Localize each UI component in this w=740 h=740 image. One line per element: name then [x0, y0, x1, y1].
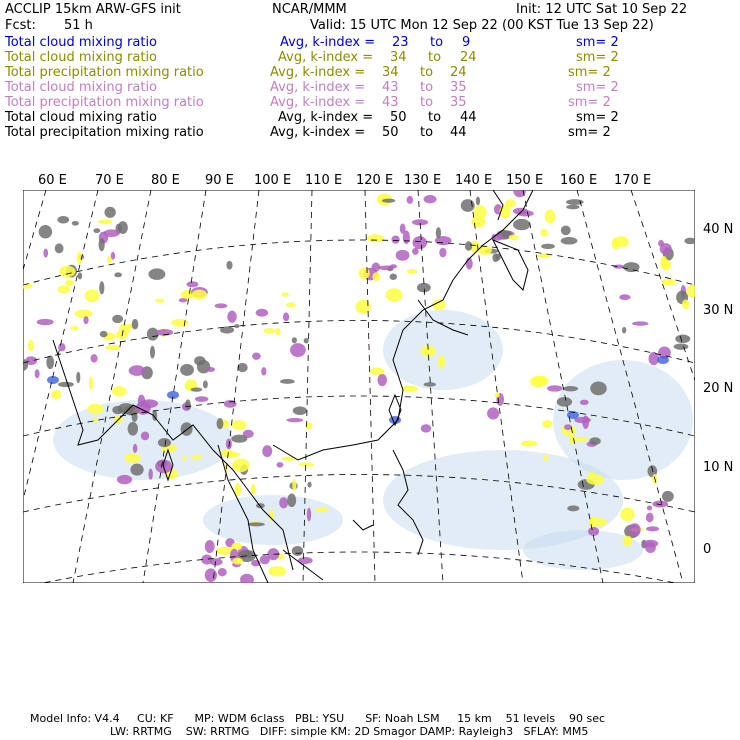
cloud-patch — [308, 482, 312, 488]
map-panel — [23, 190, 695, 583]
cloud-patch — [386, 288, 403, 301]
cloud-patch — [567, 505, 579, 511]
field-k-to: 35 — [450, 80, 467, 95]
cloud-patch — [103, 229, 119, 237]
cloud-patch — [478, 246, 492, 255]
cloud-patch — [614, 236, 629, 248]
cloud-patch — [379, 265, 395, 270]
cloud-patch — [150, 346, 155, 359]
cloud-patch — [191, 455, 203, 459]
cloud-patch — [557, 397, 572, 407]
cloud-patch — [662, 259, 671, 270]
cloud-patch — [65, 280, 74, 286]
cloud-patch — [390, 274, 398, 280]
cloud-patch — [391, 235, 399, 243]
cloud-patch — [359, 268, 370, 280]
field-to-word: to — [430, 35, 444, 50]
lat-label: 40 N — [703, 222, 734, 237]
cloud-patch — [256, 309, 269, 317]
cloud-patch — [436, 227, 441, 238]
field-k-from: 50 — [382, 125, 399, 140]
lon-label: 160 E — [560, 173, 598, 188]
cloud-patch — [657, 356, 669, 364]
cloud-patch — [476, 197, 480, 206]
cloud-patch — [540, 229, 547, 237]
lon-label: 110 E — [305, 173, 343, 188]
field-k-to: 24 — [460, 50, 477, 65]
cloud-patch — [87, 404, 104, 414]
field-smoothing: sm= 2 — [576, 35, 619, 50]
cloud-patch — [647, 505, 652, 510]
cloud-patch — [293, 406, 307, 415]
cloud-patch — [141, 432, 149, 441]
cloud-patch — [130, 464, 143, 476]
cloud-patch — [78, 272, 83, 279]
cloud-patch — [251, 484, 256, 495]
cloud-patch — [205, 568, 217, 582]
cloud-patch — [407, 196, 414, 204]
field-name: Total precipitation mixing ratio — [5, 65, 204, 80]
field-name: Total cloud mixing ratio — [5, 80, 158, 95]
lon-label: 150 E — [506, 173, 544, 188]
cloud-patch — [474, 205, 487, 219]
cloud-patch — [203, 380, 208, 388]
field-smoothing: sm= 2 — [576, 50, 619, 65]
cloud-patch — [292, 337, 297, 343]
cloud-patch — [90, 354, 97, 363]
field-k-from: 34 — [382, 65, 399, 80]
cloud-patch — [232, 459, 249, 473]
lon-label: 70 E — [95, 173, 124, 188]
lat-label: 10 N — [703, 460, 734, 475]
field-k-from: 43 — [382, 80, 399, 95]
cloud-patch — [662, 491, 674, 502]
field-name: Total precipitation mixing ratio — [5, 125, 204, 140]
field-avg-label: Avg, k-index = — [280, 35, 376, 50]
cloud-patch — [237, 363, 247, 372]
lat-label: 20 N — [703, 381, 734, 396]
cloud-patch — [369, 368, 384, 375]
field-k-from: 23 — [392, 35, 409, 50]
cloud-patch — [382, 199, 395, 203]
field-k-to: 44 — [450, 125, 467, 140]
field-smoothing: sm= 2 — [576, 80, 619, 95]
cloud-patch — [622, 327, 626, 334]
cloud-patch — [39, 225, 52, 238]
lon-label: 60 E — [38, 173, 67, 188]
cloud-patch — [292, 546, 303, 556]
light-cloud-area — [553, 360, 693, 480]
cloud-patch — [119, 324, 131, 335]
cloud-patch — [279, 497, 288, 508]
cloud-patch — [403, 231, 410, 244]
cloud-patch — [76, 372, 80, 384]
cloud-patch — [234, 324, 239, 328]
cloud-patch — [646, 526, 659, 531]
field-name: Total cloud mixing ratio — [5, 110, 158, 125]
cloud-patch — [215, 303, 228, 308]
cloud-patch — [104, 207, 115, 218]
cloud-patch — [155, 298, 164, 302]
cloud-patch — [46, 356, 54, 370]
cloud-patch — [580, 400, 589, 405]
lon-label: 120 E — [356, 173, 394, 188]
field-avg-label: Avg, k-index = — [270, 95, 366, 110]
valid-time: Valid: 15 UTC Mon 12 Sep 22 (00 KST Tue 13 Sep 22) — [310, 18, 654, 33]
cloud-patch — [89, 377, 93, 391]
lon-label: 100 E — [254, 173, 292, 188]
cloud-patch — [141, 399, 158, 408]
cloud-patch — [281, 292, 288, 297]
cloud-patch — [461, 199, 475, 212]
cloud-patch — [424, 382, 436, 386]
cloud-patch — [93, 228, 100, 233]
cloud-patch — [412, 236, 427, 249]
cloud-patch — [275, 328, 281, 335]
cloud-patch — [268, 566, 286, 576]
field-to-word: to — [420, 125, 434, 140]
cloud-patch — [191, 388, 203, 392]
cloud-patch — [590, 381, 607, 395]
cloud-patch — [542, 420, 553, 428]
field-smoothing: sm= 2 — [576, 110, 619, 125]
cloud-patch — [439, 248, 446, 258]
cloud-patch — [51, 390, 61, 400]
cloud-patch — [543, 455, 549, 461]
cloud-patch — [248, 522, 265, 526]
cloud-patch — [533, 376, 549, 386]
cloud-patch — [231, 420, 246, 430]
cloud-patch — [377, 374, 387, 386]
cloud-patch — [290, 343, 306, 357]
cloud-patch — [396, 250, 410, 261]
cloud-patch — [582, 416, 589, 429]
cloud-patch — [304, 338, 309, 343]
field-to-word: to — [420, 80, 434, 95]
cloud-patch — [107, 256, 111, 263]
cloud-patch — [564, 424, 572, 430]
cloud-patch — [492, 253, 498, 262]
cloud-patch — [566, 205, 579, 210]
cloud-patch — [158, 438, 171, 447]
cloud-patch — [112, 406, 123, 414]
cloud-patch — [252, 352, 261, 359]
cloud-patch — [132, 319, 139, 330]
cloud-patch — [561, 237, 578, 244]
cloud-patch — [205, 540, 215, 553]
light-cloud-area — [523, 530, 643, 570]
cloud-patch — [283, 312, 289, 321]
lon-label: 130 E — [404, 173, 442, 188]
cloud-patch — [128, 422, 138, 436]
cloud-patch — [619, 294, 630, 300]
cloud-patch — [55, 243, 64, 253]
cloud-patch — [589, 437, 601, 445]
cloud-patch — [561, 225, 571, 235]
light-cloud-area — [383, 310, 503, 390]
cloud-patch — [93, 417, 98, 422]
cloud-patch — [180, 364, 194, 376]
cloud-patch — [218, 568, 227, 576]
cloud-patch — [226, 261, 232, 270]
cloud-patch — [260, 555, 270, 564]
field-avg-label: Avg, k-index = — [278, 50, 374, 65]
cloud-patch — [58, 382, 74, 387]
cloud-patch — [407, 269, 418, 274]
cloud-patch — [563, 386, 578, 391]
cloud-patch — [206, 367, 215, 372]
cloud-patch — [43, 249, 48, 258]
field-k-from: 43 — [382, 95, 399, 110]
lon-label: 170 E — [614, 173, 652, 188]
fcst-label: Fcst: — [5, 18, 36, 33]
lon-label: 140 E — [455, 173, 493, 188]
cloud-patch — [541, 244, 555, 249]
cloud-patch — [586, 474, 604, 485]
cloud-patch — [547, 385, 562, 391]
field-smoothing: sm= 2 — [568, 125, 611, 140]
cloud-patch — [292, 479, 296, 491]
field-name: Total precipitation mixing ratio — [5, 95, 204, 110]
cloud-patch — [58, 343, 65, 351]
cloud-patch — [261, 367, 266, 375]
cloud-patch — [682, 299, 690, 309]
field-name: Total cloud mixing ratio — [5, 50, 158, 65]
cloud-patch — [465, 241, 472, 250]
cloud-patch — [675, 335, 690, 344]
field-avg-label: Avg, k-index = — [270, 125, 366, 140]
cloud-patch — [28, 340, 34, 352]
cloud-patch — [57, 216, 69, 223]
cloud-patch — [277, 462, 284, 467]
field-k-from: 34 — [390, 50, 407, 65]
fcst-value: 51 h — [64, 18, 93, 33]
init-time: Init: 12 UTC Sat 10 Sep 22 — [516, 2, 688, 17]
cloud-patch — [148, 268, 165, 280]
cloud-patch — [231, 435, 247, 443]
center-name: NCAR/MMM — [272, 2, 347, 17]
cloud-patch — [299, 462, 314, 467]
cloud-patch — [438, 355, 445, 368]
cloud-patch — [315, 508, 329, 512]
cloud-patch — [133, 444, 138, 453]
cloud-patch — [632, 321, 648, 325]
cloud-patch — [183, 455, 187, 461]
cloud-patch — [421, 424, 432, 432]
field-k-to: 44 — [460, 110, 477, 125]
cloud-patch — [307, 508, 311, 522]
model-title: ACCLIP 15km ARW-GFS init — [5, 2, 181, 17]
cloud-patch — [195, 396, 208, 402]
cloud-patch — [105, 345, 120, 350]
cloud-patch — [59, 266, 75, 277]
field-avg-label: Avg, k-index = — [278, 110, 374, 125]
cloud-patch — [226, 438, 232, 449]
field-to-word: to — [428, 50, 442, 65]
field-k-to: 35 — [450, 95, 467, 110]
cloud-patch — [227, 311, 236, 323]
cloud-patch — [112, 315, 123, 323]
field-to-word: to — [420, 95, 434, 110]
cloud-patch — [286, 418, 303, 422]
field-smoothing: sm= 2 — [568, 65, 611, 80]
cloud-patch — [263, 328, 275, 333]
cloud-patch — [83, 316, 88, 324]
cloud-patch — [192, 290, 207, 300]
cloud-patch — [280, 379, 295, 384]
cloud-patch — [247, 551, 253, 558]
cloud-patch — [111, 252, 115, 260]
cloud-patch — [117, 475, 132, 484]
cloud-patch — [620, 507, 634, 521]
cloud-patch — [75, 309, 93, 317]
field-smoothing: sm= 2 — [568, 95, 611, 110]
field-to-word: to — [420, 65, 434, 80]
cloud-patch — [513, 219, 530, 230]
cloud-patch — [112, 386, 126, 396]
cloud-patch — [521, 441, 538, 447]
cloud-patch — [125, 453, 141, 462]
cloud-patch — [35, 369, 40, 378]
cloud-patch — [286, 303, 296, 308]
field-avg-label: Avg, k-index = — [270, 80, 366, 95]
cloud-patch — [181, 422, 193, 436]
cloud-patch — [588, 527, 599, 536]
field-avg-label: Avg, k-index = — [270, 65, 366, 80]
cloud-patch — [355, 300, 371, 314]
cloud-patch — [210, 558, 223, 565]
cloud-patch — [194, 356, 205, 365]
cloud-patch — [100, 331, 108, 337]
field-k-to: 9 — [462, 35, 471, 50]
cloud-patch — [622, 536, 632, 546]
lon-label: 80 E — [151, 173, 180, 188]
field-to-word: to — [428, 110, 442, 125]
cloud-patch — [114, 272, 122, 277]
lat-label: 0 — [703, 542, 712, 557]
cloud-patch — [37, 319, 54, 325]
cloud-patch — [643, 540, 658, 548]
lat-label: 30 N — [703, 303, 734, 318]
field-k-from: 50 — [390, 110, 407, 125]
model-info-line1: Model Info: V4.4 CU: KF MP: WDM 6class PBL: YSU SF: Noah LSM 15 km 51 levels 90 sec — [30, 712, 606, 725]
cloud-patch — [70, 326, 78, 330]
cloud-patch — [147, 328, 159, 341]
cloud-patch — [232, 558, 243, 565]
cloud-patch — [99, 238, 105, 251]
cloud-patch — [367, 234, 384, 242]
cloud-patch — [545, 210, 556, 224]
cloud-patch — [660, 243, 672, 255]
cloud-patch — [185, 399, 191, 409]
cloud-patch — [412, 248, 419, 255]
cloud-patch — [401, 386, 418, 392]
cloud-patch — [661, 279, 675, 286]
cloud-patch — [58, 285, 70, 293]
cloud-patch — [495, 392, 500, 398]
cloud-patch — [72, 221, 79, 226]
field-name: Total cloud mixing ratio — [5, 35, 158, 50]
cloud-patch — [509, 234, 519, 240]
cloud-patch — [98, 220, 113, 224]
cloud-patch — [424, 195, 437, 203]
cloud-patch — [674, 344, 689, 350]
model-info-line2: LW: RRTMG SW: RRTMG DIFF: simple KM: 2D Smagor DAMP: Rayleigh3 SFLAY: MM5 — [110, 725, 589, 738]
cloud-patch — [223, 452, 241, 458]
cloud-patch — [287, 493, 296, 507]
cloud-patch — [217, 418, 224, 429]
cloud-patch — [171, 319, 188, 327]
cloud-patch — [129, 365, 146, 376]
cloud-patch — [186, 281, 198, 287]
cloud-patch — [646, 513, 654, 523]
cloud-patch — [629, 523, 641, 536]
cloud-patch — [262, 445, 272, 457]
cloud-patch — [372, 272, 380, 281]
lon-label: 90 E — [205, 173, 234, 188]
field-k-to: 24 — [450, 65, 467, 80]
cloud-patch — [85, 290, 100, 303]
cloud-patch — [652, 500, 668, 507]
cloud-patch — [487, 407, 499, 419]
cloud-patch — [417, 283, 431, 293]
cloud-patch — [148, 468, 152, 479]
cloud-patch — [99, 281, 104, 294]
